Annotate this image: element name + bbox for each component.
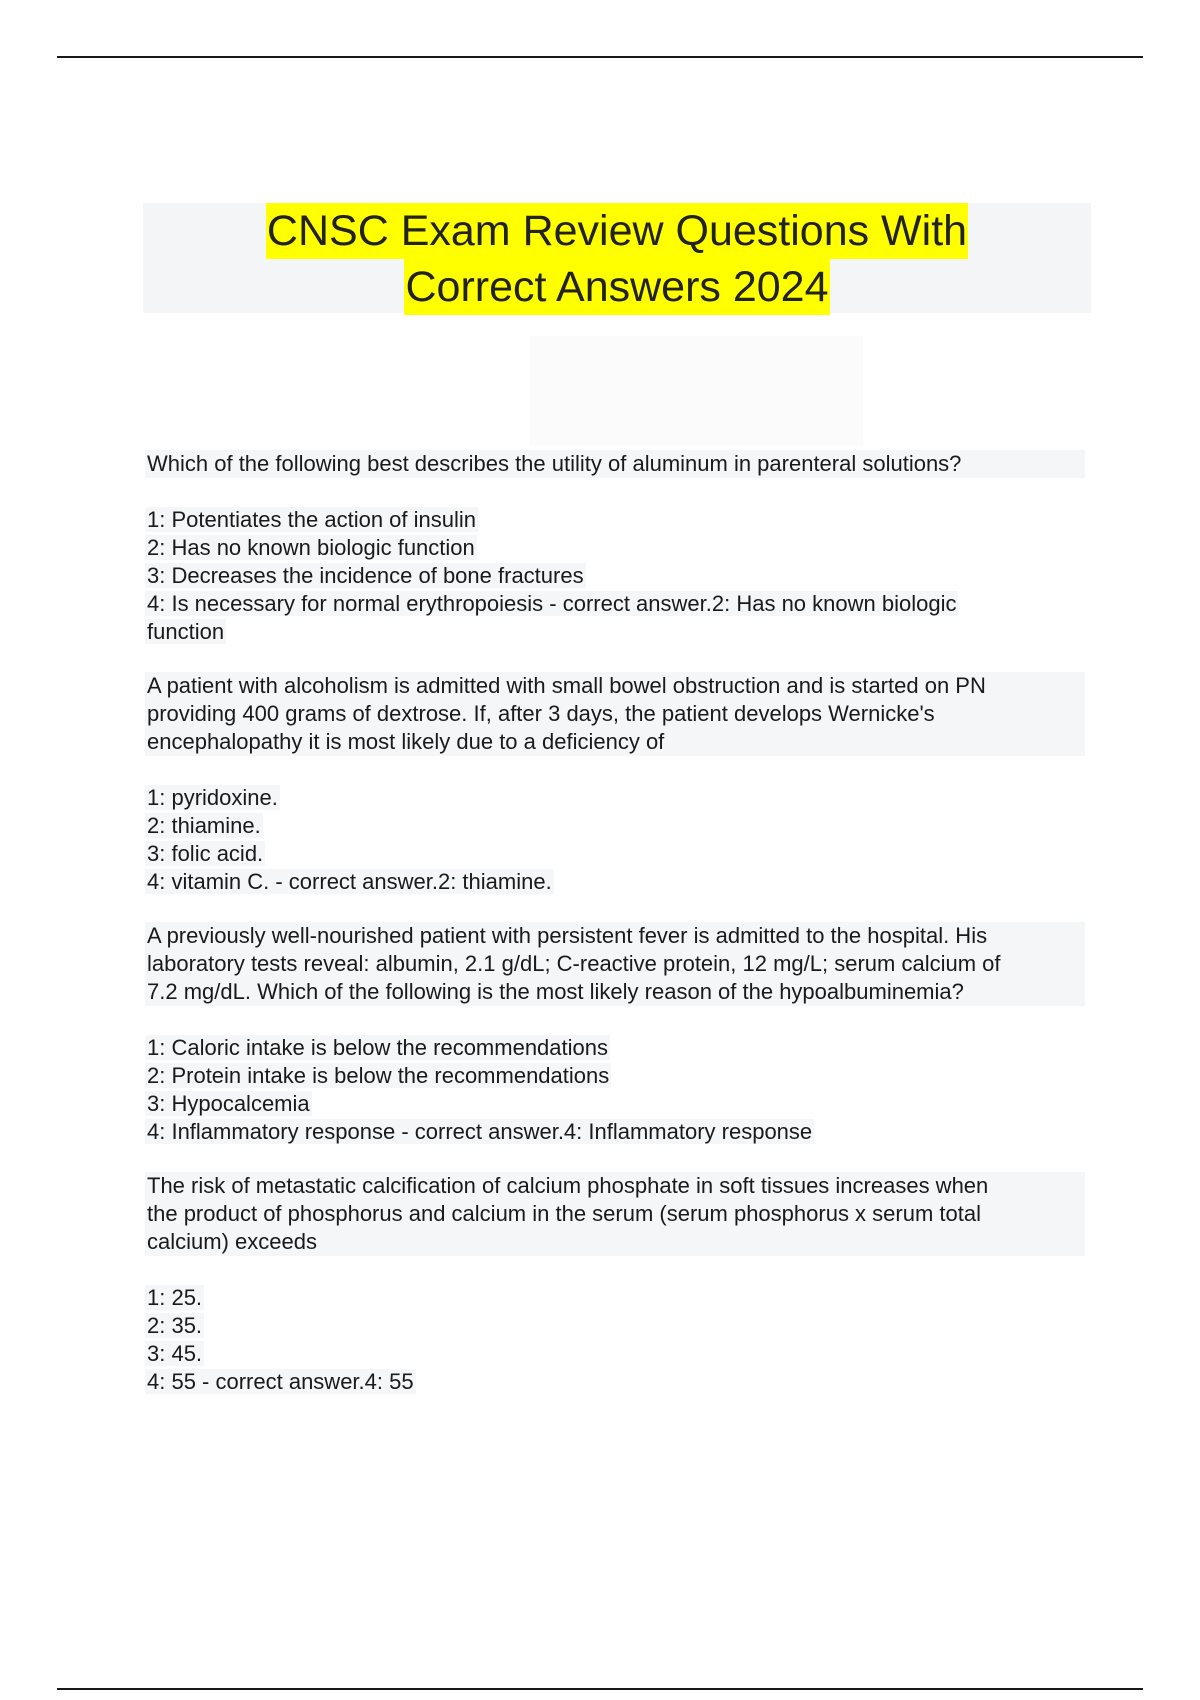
option-item: 1: 25. [147,1285,203,1310]
question-text: A previously well-nourished patient with persistent fever is admitted to the hospital. His laboratory tests reveal: albumin, 2.1 g/dL; C-reactive protein, 12 mg/L; serum calcium of 7.2 mg/dL. Which of the following is the most likely reason of the hypoalbuminemia? [145,922,1085,1006]
options-list [145,784,1085,896]
option-item: 1: Potentiates the action of insulin [147,507,476,532]
question-list [145,450,1085,1422]
options-list [145,1284,1085,1396]
title-line-2: Correct Answers 2024 [404,259,829,315]
question-text: The risk of metastatic calcification of calcium phosphate in soft tissues increases when the product of phosphorus and calcium in the serum (serum phosphorus x serum total calcium) exceeds [145,1172,1085,1256]
watermark-block [530,336,863,446]
question-block-2 [145,672,1085,896]
title-line-1: CNSC Exam Review Questions With [266,203,968,259]
question-block-1 [145,450,1085,646]
option-item-answer-continued: function [147,619,225,644]
options-list [145,506,1085,646]
question-text: Which of the following best describes the utility of aluminum in parenteral solutions? [145,450,1085,478]
option-item: 3: folic acid. [147,841,264,866]
question-block-4 [145,1172,1085,1396]
options-list [145,1034,1085,1146]
option-item: 2: thiamine. [147,813,261,838]
option-item: 2: Has no known biologic function [147,535,475,560]
option-item-answer: 4: vitamin C. - correct answer.2: thiamine. [147,869,552,894]
option-item: 2: Protein intake is below the recommendations [147,1063,610,1088]
option-item: 2: 35. [147,1313,203,1338]
option-item: 1: pyridoxine. [147,785,278,810]
option-item: 3: 45. [147,1341,203,1366]
option-item: 3: Decreases the incidence of bone fractures [147,563,584,588]
question-block-3 [145,922,1085,1146]
title-band [143,203,1091,313]
option-item: 3: Hypocalcemia [147,1091,310,1116]
option-item-answer: 4: Inflammatory response - correct answer.4: Inflammatory response [147,1119,813,1144]
page-title [143,203,1091,315]
option-item: 1: Caloric intake is below the recommendations [147,1035,609,1060]
option-item-answer: 4: 55 - correct answer.4: 55 [147,1369,414,1394]
bottom-rule [57,1688,1143,1690]
top-rule [57,56,1143,58]
option-item-answer: 4: Is necessary for normal erythropoiesis - correct answer.2: Has no known biologic [147,591,957,616]
question-text: A patient with alcoholism is admitted with small bowel obstruction and is started on PN providing 400 grams of dextrose. If, after 3 days, the patient develops Wernicke's encephalopathy it is most likely due to a deficiency of [145,672,1085,756]
